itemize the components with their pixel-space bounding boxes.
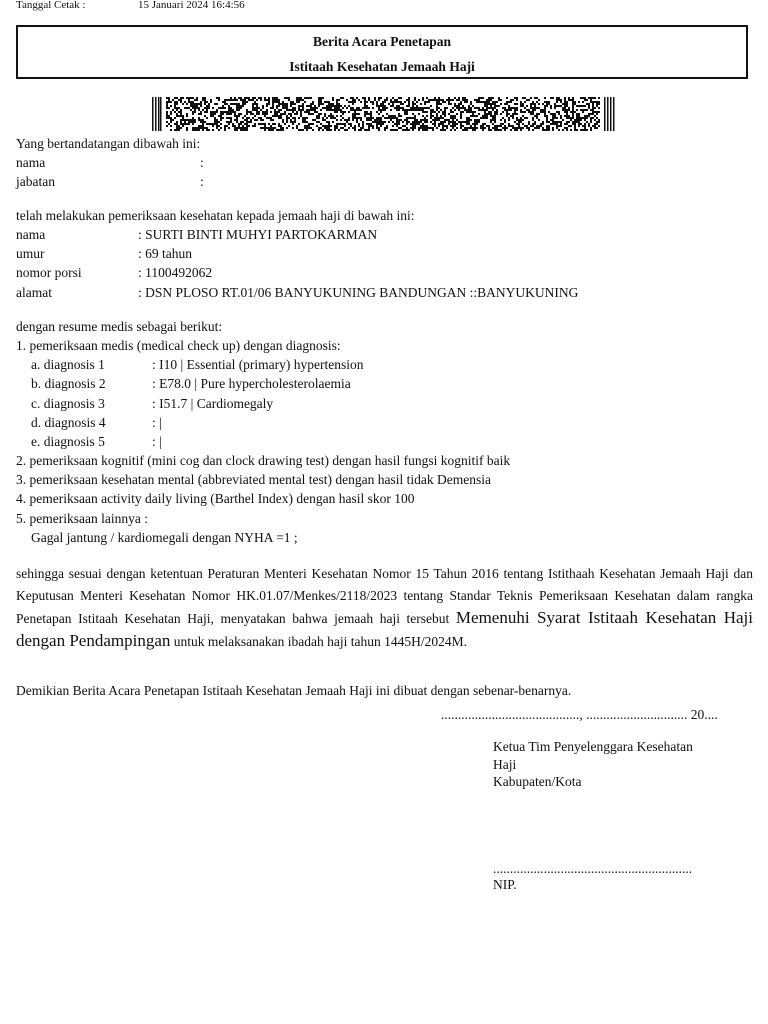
print-date-label: Tanggal Cetak :	[16, 0, 86, 11]
diagnosis-1-value: : I10 | Essential (primary) hypertension	[152, 357, 364, 372]
patient-name-value: : SURTI BINTI MUHYI PARTOKARMAN	[138, 227, 378, 242]
patient-address-label: alamat	[16, 285, 52, 300]
diagnosis-2-label: b. diagnosis 2	[31, 376, 106, 391]
signer-title-line2: Haji	[493, 757, 517, 772]
signatory-position-label: jabatan	[16, 174, 55, 189]
closing-statement: Demikian Berita Acara Penetapan Istitaah Kesehatan Jemaah Haji ini dibuat dengan sebenar-benarnya.	[16, 683, 572, 698]
patient-name-label: nama	[16, 227, 46, 242]
signer-title-line3: Kabupaten/Kota	[493, 774, 582, 789]
diagnosis-1-label: a. diagnosis 1	[31, 357, 105, 372]
eligibility-status: Memenuhi Syarat Istitaah Kesehatan Haji dengan Pendampingan	[16, 608, 754, 650]
patient-porsi-label: nomor porsi	[16, 265, 82, 280]
patient-porsi-value: : 1100492062	[138, 265, 213, 280]
print-date-value: 15 Januari 2024 16:4:56	[138, 0, 245, 11]
document-title-line1: Berita Acara Penetapan	[313, 34, 451, 49]
document-title-box	[16, 25, 748, 79]
signatory-position-colon: :	[200, 174, 204, 189]
resume-item-4: 4. pemeriksaan activity daily living (Barthel Index) dengan hasil skor 100	[16, 491, 415, 506]
diagnosis-4-label: d. diagnosis 4	[31, 415, 106, 430]
nip-label: NIP.	[493, 877, 517, 892]
conclusion-paragraph	[16, 563, 753, 653]
conclusion-text: sehingga sesuai dengan ketentuan Peraturan Menteri Kesehatan Nomor 15 Tahun 2016 tentang Istithaah Kesehatan Jemaah Haji dan Keputusan Menteri Kesehatan Nomor HK.01.07/Menkes/2118/2023 tentang Standar Teknis Pemeriksaan Kesehatan dalam rangka Penetapan Istitaah Kesehatan Haji, menyatakan bahwa jemaah haji tersebut	[16, 566, 753, 626]
resume-intro: dengan resume medis sebagai berikut:	[16, 319, 223, 334]
resume-item-1: 1. pemeriksaan medis (medical check up) dengan diagnosis:	[16, 338, 341, 353]
resume-item-5: 5. pemeriksaan lainnya :	[16, 511, 148, 526]
barcode-image	[152, 97, 616, 131]
diagnosis-5-value: : |	[152, 434, 162, 449]
resume-item-2: 2. pemeriksaan kognitif (mini cog dan clock drawing test) dengan hasil fungsi kognitif baik	[16, 453, 511, 468]
conclusion-text-end: untuk melaksanakan ibadah haji tahun 1445H/2024M.	[173, 634, 467, 649]
diagnosis-3-label: c. diagnosis 3	[31, 396, 105, 411]
diagnosis-4-value: : |	[152, 415, 162, 430]
resume-item-3: 3. pemeriksaan kesehatan mental (abbreviated mental test) dengan hasil tidak Demensia	[16, 472, 491, 487]
signature-line: ...........................................................	[493, 861, 693, 876]
patient-age-value: : 69 tahun	[138, 246, 192, 261]
signatory-name-label: nama	[16, 155, 46, 170]
diagnosis-5-label: e. diagnosis 5	[31, 434, 105, 449]
patient-address-value: : DSN PLOSO RT.01/06 BANYUKUNING BANDUNGAN ::BANYUKUNING	[138, 285, 579, 300]
resume-item-5-detail: Gagal jantung / kardiomegali dengan NYHA =1 ;	[31, 530, 298, 545]
signatory-name-colon: :	[200, 155, 204, 170]
diagnosis-3-value: : I51.7 | Cardiomegaly	[152, 396, 274, 411]
place-date-line: ........................................., .............................. 20....	[441, 707, 718, 722]
document-title-line2: Istitaah Kesehatan Jemaah Haji	[289, 59, 475, 74]
signatory-intro: Yang bertandatangan dibawah ini:	[16, 136, 201, 151]
signer-title-line1: Ketua Tim Penyelenggara Kesehatan	[493, 739, 693, 754]
diagnosis-2-value: : E78.0 | Pure hypercholesterolaemia	[152, 376, 351, 391]
patient-intro: telah melakukan pemeriksaan kesehatan kepada jemaah haji di bawah ini:	[16, 208, 415, 223]
patient-age-label: umur	[16, 246, 45, 261]
